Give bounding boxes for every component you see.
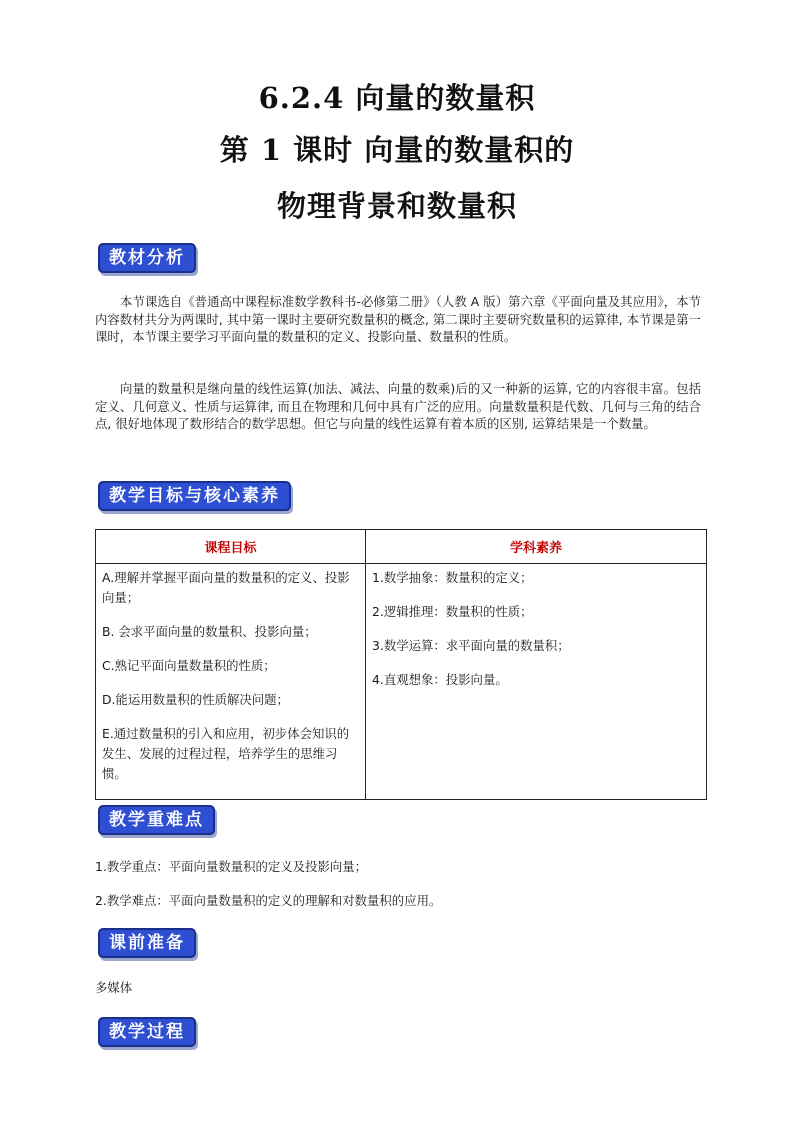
goals-table <box>95 529 707 800</box>
section-heading-analysis: 教材分析 <box>98 243 196 273</box>
analysis-paragraph-1: 本节课选自《普通高中课程标准数学教科书-必修第二册》（人教 A 版）第六章《平面向量及其应用》，本节内容数材共分为两课时, 其中第一课时主要研究数量积的概念, 第二课时主要研究数量积的运算律, 本节课是第一课时，本节课主要学习平面向量的数量积的定义、投影向量、数量积的性质。 <box>95 294 701 344</box>
key-point-item: 1.教学重点：平面向量数量积的定义及投影向量； <box>95 859 368 874</box>
goals-table-header-row <box>96 530 707 564</box>
column-header-literacy: 学科素养 <box>366 530 707 564</box>
page-title-line-3: 物理背景和数量积 <box>276 189 517 223</box>
section-heading-process: 教学过程 <box>98 1017 196 1047</box>
course-goal-item: D.能运用数量积的性质解决问题； <box>102 692 289 707</box>
column-header-course-goals: 课程目标 <box>96 530 366 564</box>
key-point-item: 2.教学难点：平面向量数量积的定义的理解和对数量积的应用。 <box>95 893 442 908</box>
page-title-line-1: 6.2.4 向量的数量积 <box>258 81 536 115</box>
analysis-paragraph-2: 向量的数量积是继向量的线性运算(加法、减法、向量的数乘)后的又一种新的运算, 它的内容很丰富。包括定义、几何意义、性质与运算律, 而且在物理和几何中具有广泛的应用。向量数量积是代数、几何与三角的结合点, 很好地体现了数形结合的数学思想。但它与向量的线性运算有着本质的区别, 运算结果是一个数量。 <box>95 381 701 431</box>
section-heading-goals: 教学目标与核心素养 <box>98 481 291 511</box>
section-heading-preparation: 课前准备 <box>98 928 196 958</box>
goals-table-body-row <box>96 564 707 800</box>
course-goal-item: C.熟记平面向量数量积的性质； <box>102 658 276 673</box>
course-goals-cell <box>96 564 366 800</box>
literacy-item: 3.数学运算：求平面向量的数量积； <box>372 638 570 653</box>
literacy-item: 4.直观想象：投影向量。 <box>372 672 508 687</box>
literacy-item: 1.数学抽象：数量积的定义； <box>372 570 533 585</box>
section-heading-key-points: 教学重难点 <box>98 805 215 835</box>
literacy-item: 2.逻辑推理：数量积的性质； <box>372 604 533 619</box>
page-title-line-2: 第 1 课时 向量的数量积的 <box>219 133 575 167</box>
course-goal-item: E.通过数量积的引入和应用，初步体会知识的发生、发展的过程过程，培养学生的思维习惯。 <box>102 726 350 781</box>
course-goal-item: A.理解并掌握平面向量的数量积的定义、投影向量； <box>102 570 350 605</box>
preparation-text: 多媒体 <box>95 980 133 995</box>
literacy-cell <box>366 564 707 800</box>
course-goal-item: B. 会求平面向量的数量积、投影向量； <box>102 624 317 639</box>
